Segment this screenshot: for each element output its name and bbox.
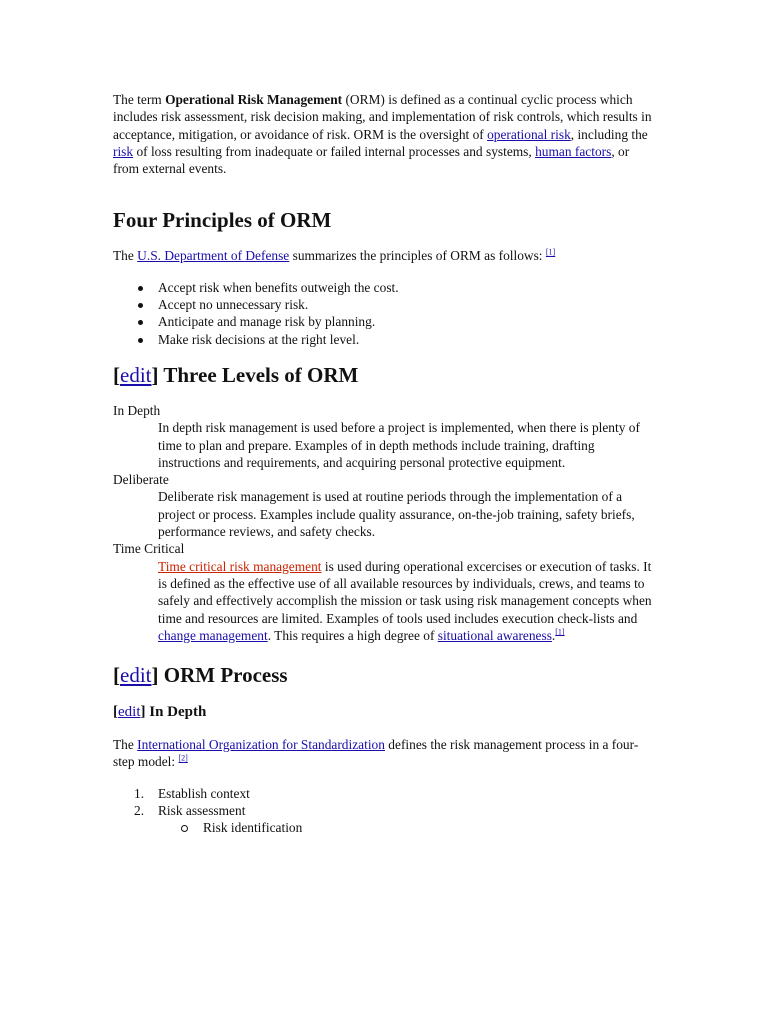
process-heading-text: ORM Process <box>158 663 288 688</box>
principles-lead <box>113 247 658 264</box>
principles-list <box>113 279 658 348</box>
iso-text-2: defines the risk management process in a four-step model: <box>113 737 639 770</box>
iso-paragraph <box>113 736 658 771</box>
edit-in-depth-link[interactable]: edit <box>118 704 141 721</box>
step-label: Establish context <box>158 785 250 801</box>
bracket-close: ] <box>151 663 159 688</box>
deliberate-description: Deliberate risk management is used at routine periods through the implementation of a project or process. Examples include quality assurance, on-the-job training, safety briefs, performance reviews, and safety checks. <box>158 489 635 540</box>
operational-risk-link[interactable]: operational risk <box>487 126 571 142</box>
principles-lead-text-2: summarizes the principles of ORM as follows: <box>289 248 546 264</box>
bracket-close: ] <box>151 362 159 387</box>
levels-heading <box>113 362 658 388</box>
risk-assessment-substeps <box>158 819 658 836</box>
reference-2-link[interactable]: [2] <box>178 753 188 763</box>
bracket-open: [ <box>113 362 120 387</box>
time-critical-term: Time Critical <box>113 541 185 557</box>
human-factors-link[interactable]: human factors <box>535 143 612 159</box>
list-item: Accept risk when benefits outweigh the cost. <box>158 279 658 296</box>
dod-link[interactable]: U.S. Department of Defense <box>137 248 290 264</box>
reference-1-repeat <box>555 627 564 636</box>
reference-1 <box>546 248 555 257</box>
time-critical-description <box>158 558 658 644</box>
bracket-close: ] <box>140 704 146 721</box>
intro-text-3: , including the <box>570 126 648 142</box>
iso-text-1: The <box>113 737 138 753</box>
risk-link[interactable]: risk <box>113 143 134 159</box>
in-depth-description: In depth risk management is used before a project is implemented, when there is plenty of time to plan and prepare. Examples of in depth methods include training, drafting instructions and requirements, and acquiring personal protective equipment. <box>158 420 640 470</box>
reference-2 <box>178 754 187 763</box>
time-critical-risk-management-link[interactable]: Time critical risk management <box>158 558 322 574</box>
reference-1-repeat-link[interactable]: [1] <box>555 627 565 637</box>
process-heading <box>113 662 658 688</box>
time-critical-text-3: . <box>551 627 556 643</box>
list-item: Make risk decisions at the right level. <box>158 331 658 348</box>
orm-term: Operational Risk Management <box>165 92 343 107</box>
edit-process-link[interactable]: edit <box>120 663 152 688</box>
step-label: Risk assessment <box>158 803 246 819</box>
bracket-open: [ <box>113 704 118 721</box>
intro-text-5: , or from external events. <box>113 143 630 177</box>
iso-link[interactable]: International Organization for Standardization <box>137 737 385 753</box>
principles-heading: Four Principles of ORM <box>113 208 332 233</box>
change-management-link[interactable]: change management <box>158 627 268 643</box>
step-number: 1. <box>134 785 145 801</box>
reference-1-link[interactable]: [1] <box>545 248 556 258</box>
list-item: Accept no unnecessary risk. <box>158 296 658 313</box>
time-critical-text-1: is used during operational excercises or execution of tasks. It is defined as the effective use of all available resources by individuals, crews, and teams to safely and effectively accomplish the mission or task using risk management concepts when time and resources are limited. Examples of tools used includes execution check-lists and <box>158 558 652 626</box>
list-item <box>134 785 658 802</box>
principles-lead-text-1: The <box>113 248 138 264</box>
intro-paragraph <box>113 91 658 177</box>
levels-definition-list <box>113 402 658 644</box>
step-number: 2. <box>134 803 145 819</box>
levels-heading-text: Three Levels of ORM <box>158 362 359 387</box>
situational-awareness-link[interactable]: situational awareness <box>437 627 552 643</box>
bracket-open: [ <box>113 663 120 688</box>
article-body <box>113 91 658 837</box>
time-critical-text-2: . This requires a high degree of <box>267 627 438 643</box>
list-item <box>134 802 658 837</box>
in-depth-subheading-text: In Depth <box>145 704 207 721</box>
list-item: Anticipate and manage risk by planning. <box>158 313 658 330</box>
edit-levels-link[interactable]: edit <box>120 362 152 387</box>
intro-text-1: The term <box>113 92 166 107</box>
intro-text-2: (ORM) is defined as a continual cyclic process which includes risk assessment, risk decision making, and implementation of risk controls, which results in acceptance, mitigation, or avoidance of risk. ORM is the oversight of <box>113 92 652 142</box>
in-depth-term: In Depth <box>113 402 161 418</box>
in-depth-subheading <box>113 702 658 722</box>
deliberate-term: Deliberate <box>113 472 169 488</box>
list-item: Risk identification <box>203 819 658 836</box>
intro-text-4: of loss resulting from inadequate or failed internal processes and systems, <box>133 143 536 159</box>
process-steps-list <box>113 785 658 837</box>
